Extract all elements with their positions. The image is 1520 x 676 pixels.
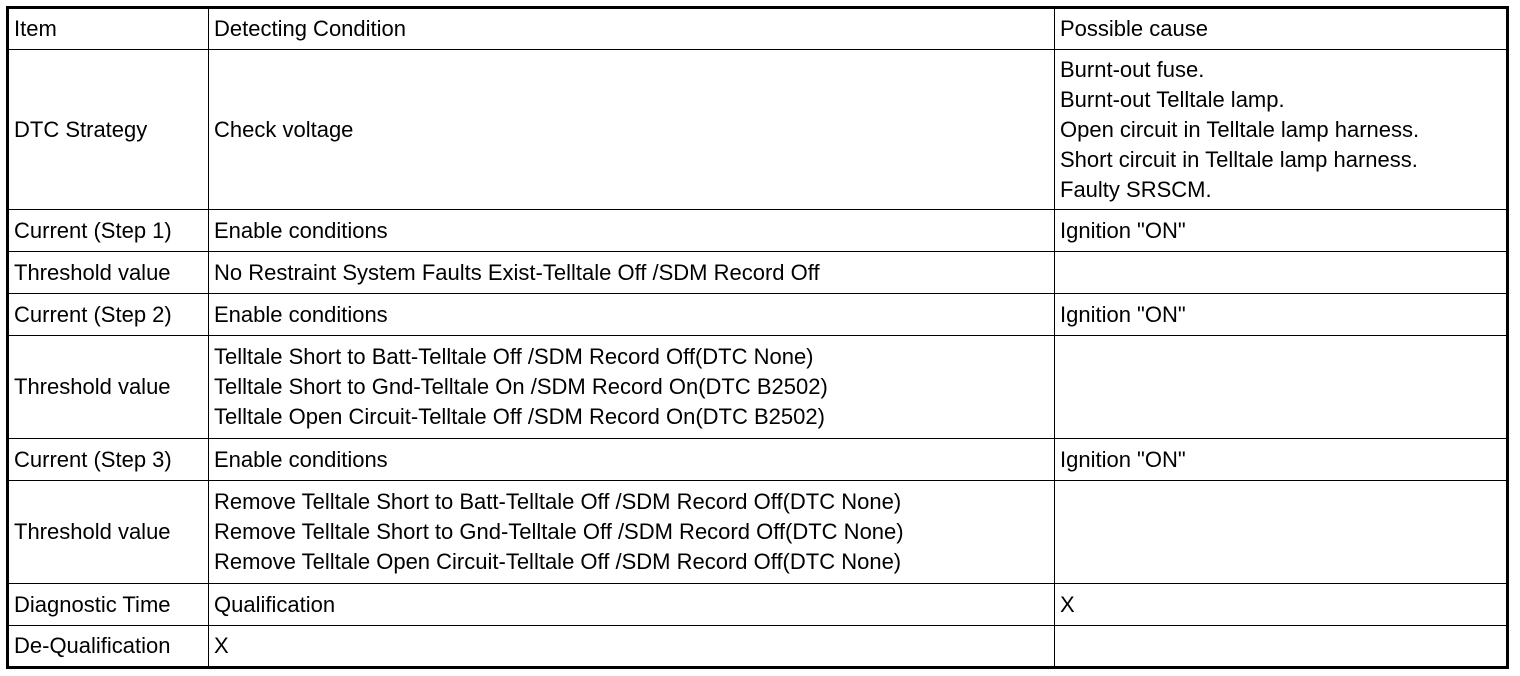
header-possible-cause: Possible cause [1055,8,1508,50]
condition-line: Remove Telltale Short to Gnd-Telltale Off /SDM Record Off(DTC None) [214,519,904,544]
header-row [8,8,1508,50]
cell-item: Threshold value [8,481,209,584]
cell-possible-cause [1055,210,1508,252]
cell-possible-cause [1055,50,1508,210]
cell-item: Diagnostic Time [8,584,209,626]
header-item: Item [8,8,209,50]
cell-detecting-condition [209,481,1055,584]
cell-detecting-condition [209,210,1055,252]
cell-possible-cause [1055,626,1508,668]
dtc-table [6,6,1509,669]
cause-line: X [1060,591,1075,617]
table-row [8,481,1508,584]
condition-line: Qualification [214,591,336,617]
cause-line: Ignition "ON" [1060,301,1186,327]
cell-item: Threshold value [8,336,209,439]
cell-detecting-condition [209,584,1055,626]
cell-item: Current (Step 3) [8,439,209,481]
cell-detecting-condition [209,439,1055,481]
header-detecting-condition: Detecting Condition [209,8,1055,50]
cause-line: Open circuit in Telltale lamp harness. [1060,116,1420,142]
cause-line: Ignition "ON" [1060,446,1186,472]
table-row [8,584,1508,626]
cause-line: Burnt-out Telltale lamp. [1060,86,1285,112]
condition-line: Check voltage [214,116,354,142]
cell-detecting-condition [209,336,1055,439]
condition-line: Enable conditions [214,301,388,327]
table-row [8,626,1508,668]
cell-item: DTC Strategy [8,50,209,210]
cell-detecting-condition [209,50,1055,210]
table-row [8,439,1508,481]
condition-line: No Restraint System Faults Exist-Telltale Off /SDM Record Off [214,259,820,285]
condition-line: Enable conditions [214,217,388,243]
table-row [8,210,1508,252]
condition-line: X [214,633,229,658]
cell-item: Threshold value [8,252,209,294]
condition-line: Telltale Short to Batt-Telltale Off /SDM Record Off(DTC None) [214,344,814,369]
condition-line: Remove Telltale Short to Batt-Telltale Off /SDM Record Off(DTC None) [214,489,902,514]
cell-possible-cause [1055,481,1508,584]
cell-possible-cause [1055,584,1508,626]
cell-possible-cause [1055,336,1508,439]
table-row [8,294,1508,336]
cell-item: De-Qualification [8,626,209,668]
cell-detecting-condition [209,626,1055,668]
cell-detecting-condition [209,294,1055,336]
condition-line: Telltale Open Circuit-Telltale Off /SDM Record On(DTC B2502) [214,404,825,429]
table-row [8,252,1508,294]
cell-item: Current (Step 1) [8,210,209,252]
cause-line: Ignition "ON" [1060,217,1186,243]
table-row [8,50,1508,210]
cell-possible-cause [1055,294,1508,336]
condition-line: Remove Telltale Open Circuit-Telltale Off /SDM Record Off(DTC None) [214,549,902,574]
cell-possible-cause [1055,439,1508,481]
table-row [8,336,1508,439]
condition-line: Enable conditions [214,446,388,472]
cause-line: Short circuit in Telltale lamp harness. [1060,146,1418,172]
cause-line: Faulty SRSCM. [1060,176,1212,202]
cell-item: Current (Step 2) [8,294,209,336]
cause-line: Burnt-out fuse. [1060,56,1205,82]
condition-line: Telltale Short to Gnd-Telltale On /SDM Record On(DTC B2502) [214,374,828,399]
cell-possible-cause [1055,252,1508,294]
cell-detecting-condition [209,252,1055,294]
